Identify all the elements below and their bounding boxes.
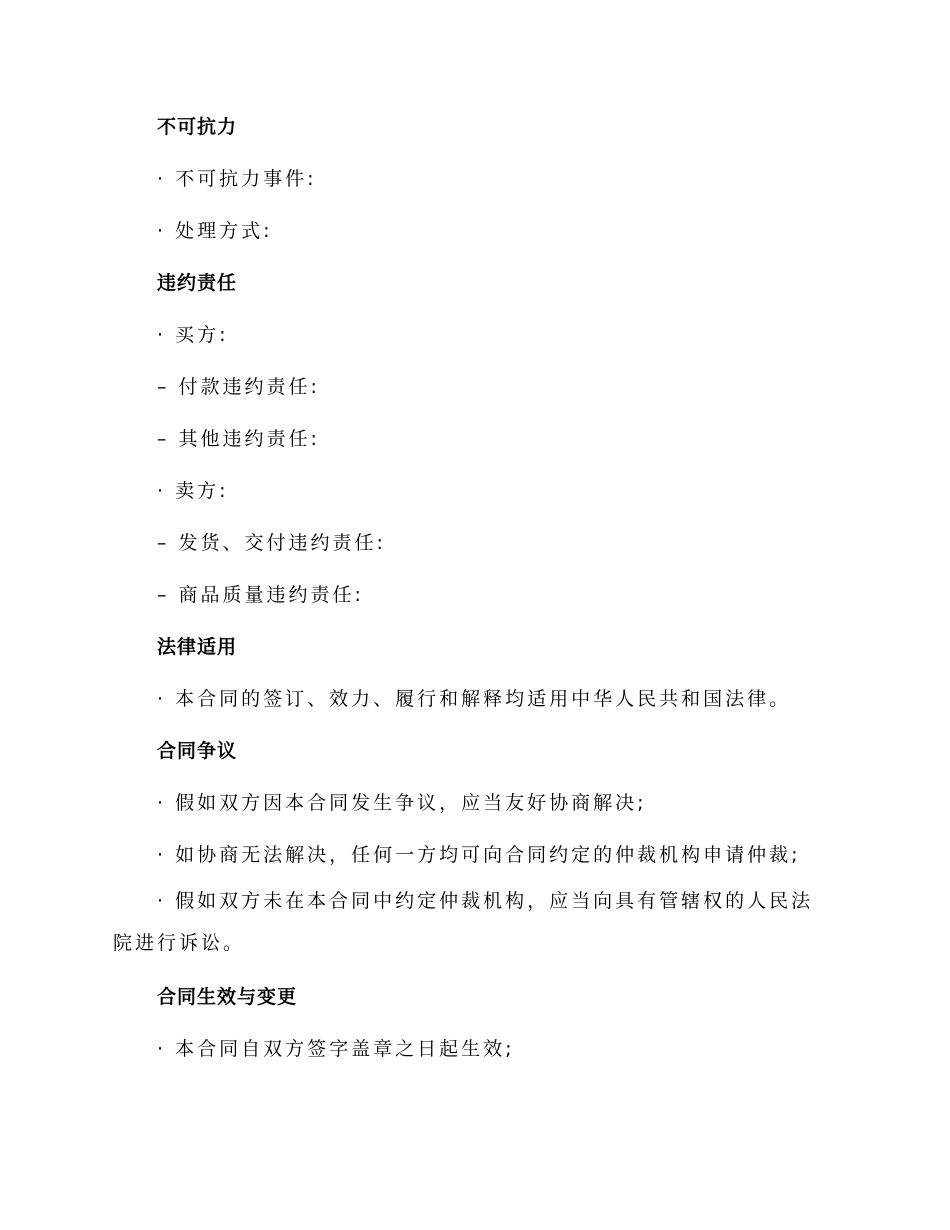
seller-delivery-breach: – 发货、交付违约责任:: [157, 532, 386, 554]
heading-law: 法律适用: [157, 636, 238, 658]
law-item: · 本合同的签订、效力、履行和解释均适用中华人民共和国法律。: [157, 688, 792, 710]
effect-item: · 本合同自双方签字盖章之日起生效;: [157, 1038, 515, 1060]
dispute-negotiate-item: · 假如双方因本合同发生争议，应当友好协商解决;: [157, 792, 647, 814]
heading-force-majeure: 不可抗力: [157, 116, 238, 138]
seller-item: · 卖方:: [157, 480, 229, 502]
force-majeure-handling-item: · 处理方式:: [157, 220, 273, 242]
heading-effect: 合同生效与变更: [157, 986, 298, 1008]
heading-dispute: 合同争议: [157, 740, 238, 762]
buyer-other-breach: – 其他违约责任:: [157, 428, 320, 450]
dispute-arbitration-item: · 如协商无法解决，任何一方均可向合同约定的仲裁机构申请仲裁;: [157, 844, 801, 866]
dispute-litigation-item: · 假如双方未在本合同中约定仲裁机构，应当向具有管辖权的人民法院进行诉讼。: [113, 890, 814, 954]
buyer-item: · 买方:: [157, 324, 229, 346]
heading-breach: 违约责任: [157, 272, 238, 294]
force-majeure-event-item: · 不可抗力事件:: [157, 168, 317, 190]
buyer-payment-breach: – 付款违约责任:: [157, 376, 320, 398]
seller-quality-breach: – 商品质量违约责任:: [157, 584, 364, 606]
